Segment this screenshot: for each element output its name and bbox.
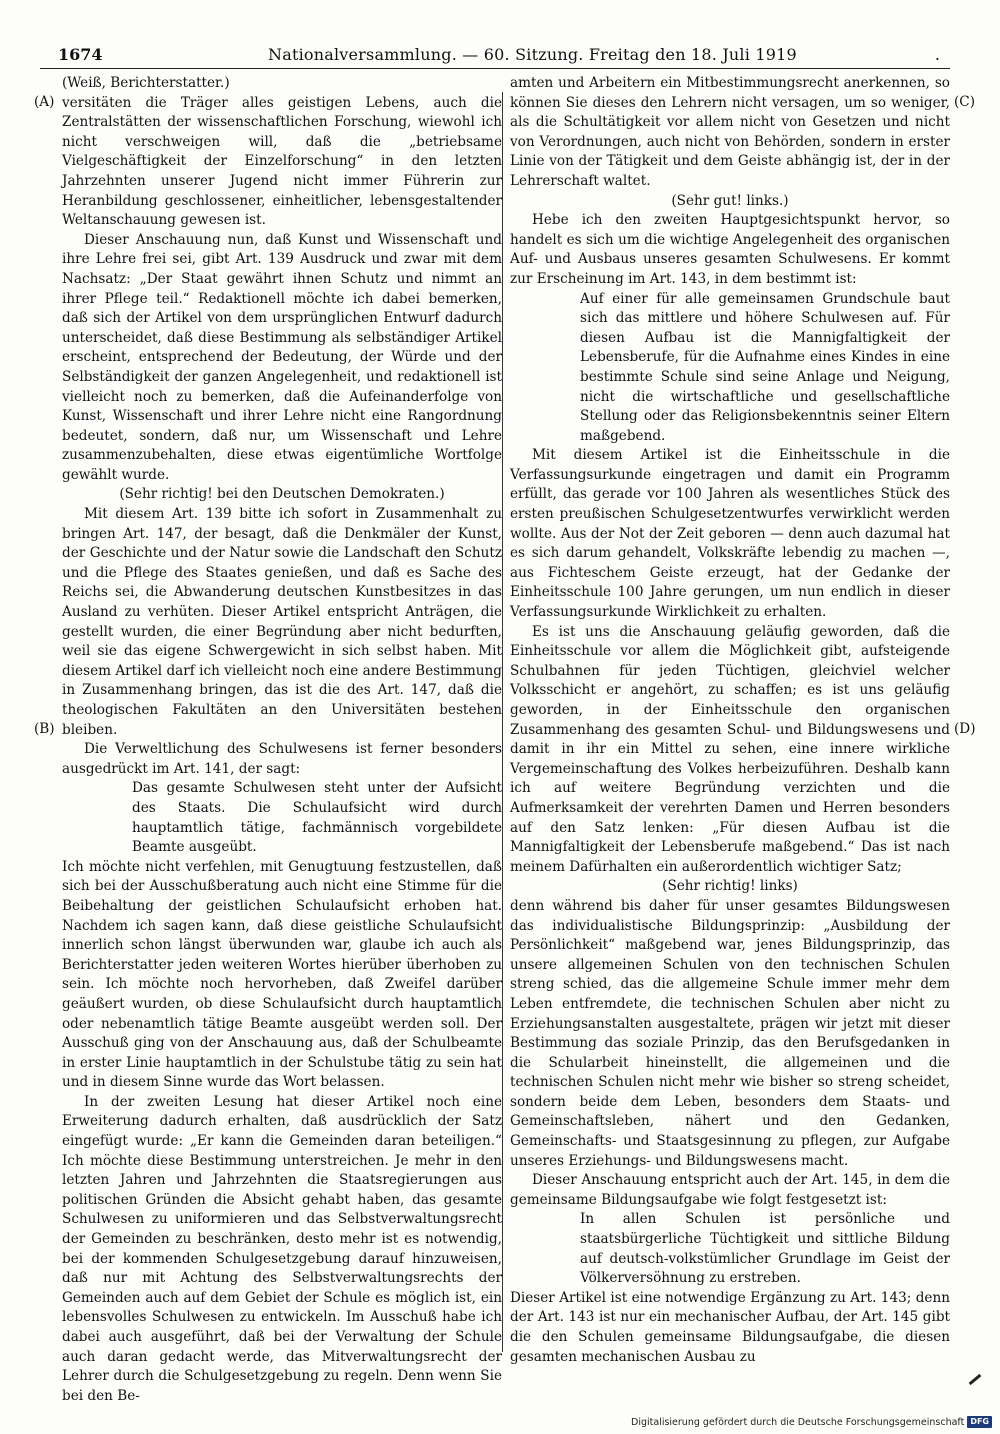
paragraph: Dieser Anschauung entspricht auch der Art. 145, in dem die gemeinsame Bildungsaufgabe wie folgt festgesetzt ist:	[510, 1172, 950, 1208]
left-column	[62, 74, 502, 1406]
pencil-mark	[969, 1374, 982, 1385]
paragraph: denn während bis daher für unser gesamtes Bildungswesen das individualistische Bildungsprinzip: „Ausbildung der Persönlichkeit“ maßgebend war, jenes Bildungsprinzip, das unsere allgemeinen Schulen von den technischen Schulen streng schied, das die allgemeine Schule immer mehr dem Leben entfremdete, die technischen Schulen aber nicht zu Erziehungsanstalten ausgestaltete, prägen wir jetzt mit dieser Bestimmung das soziale Prinzip, das den Berufsgedanken in die Schularbeit hineinstellt, die allgemeinen und die technischen Schulen nicht mehr wie bisher so streng scheidet, sondern beide dem Leben, besonders dem Staats- und Gemeinschaftsleben, nähert und den Gedanken, Gemeinschafts- und Staatsgesinnung zu pflegen, zur Aufgabe unseres Erziehungs- und Bildungswesens macht.	[510, 897, 950, 1169]
interjection: (Sehr richtig! links)	[662, 878, 798, 895]
page-header	[40, 44, 950, 69]
paragraph: amten und Arbeitern ein Mitbestimmungsrecht anerkennen, so können Sie dieses den Lehrern nicht versagen, um so weniger, als die Schultätigkeit vor allem nicht von Gesetzen und nicht von Verordnungen, auch nicht von Behörden, sondern in erster Linie von der Tätigkeit und dem Geiste abhängig ist, der in der Lehrerschaft waltet.	[510, 75, 950, 189]
paragraph: Es ist uns die Anschauung geläufig geworden, daß die Einheitsschule vor allem die Möglichkeit gibt, aufsteigende Schulbahnen für jeden Tüchtigen, gleichviel welcher Volksschicht er angehört, zu schaffen; es ist uns geläufig geworden, in der Einheitsschule den organischen Zusammenhang des gesamten Schul- und Bildungswesens und damit in ihr ein Mittel zu sehen, eine innere wirkliche Vergemeinschaftung des Volkes herbeizuführen. Deshalb kann ich auf weitere Begründung verzichten und die Aufmerksamkeit der verehrten Damen und Herren besonders auf den Satz lenken: „Für diesen Aufbau ist die Mannigfaltigkeit der Lebensberufe maßgebend.“ Das ist nach meinem Dafürhalten ein außerordentlich wichtiger Satz;	[510, 623, 950, 875]
paragraph: versitäten die Träger alles geistigen Lebens, auch die Zentralstätten der wissenschaftlichen Forschung, wiewohl ich nicht verschweigen will, daß die „betriebsame Vielgeschäftigkeit der Einzelforschung“ in den letzten Jahrzehnten unserer Jugend nicht immer Führerin zur Heranbildung geschlossener, einheitlicher, lebensgestaltender Weltanschauung gewesen ist.	[62, 94, 502, 229]
page-number: 1674	[58, 45, 103, 64]
paragraph: Mit diesem Artikel ist die Einheitsschule in die Verfassungsurkunde eingetragen und damit ein Programm erfüllt, das gerade vor 100 Jahren als wesentliches Stück des ersten preußischen Schulgesetzentwurfes verwirklicht werden wollte. Aus der Not der Zeit geboren — denn auch dazumal hat es sich darum gehandelt, Volkskräfte lebendig zu machen —, aus Fichteschem Geiste erzeugt, hat der Gedanke der Einheitsschule 100 Jahre gerungen, um nun endlich in dieser Verfassungsurkunde Wirklichkeit zu erhalten.	[510, 447, 950, 621]
margin-marker-c: (C)	[954, 94, 976, 110]
footer-credit: Digitalisierung gefördert durch die Deutsche Forschungsgemeinschaft	[631, 1416, 965, 1428]
footer	[631, 1416, 992, 1428]
article-quote: Das gesamte Schulwesen steht unter der Aufsicht des Staats. Die Schulaufsicht wird durch hauptamtlich tätige, fachmännisch vorgebildete Beamte ausgeübt.	[132, 780, 502, 856]
paragraph: Mit diesem Art. 139 bitte ich sofort in Zusammenhalt zu bringen Art. 147, der besagt, daß die Denkmäler der Kunst, der Geschichte und der Natur sowie die Landschaft den Schutz und die Pflege des Staates genießen, und daß es Sache des Reichs sei, die Abwanderung deutschen Kunstbesitzes in das Ausland zu verhüten. Dieser Artikel entspricht Anträgen, die gestellt wurden, die einer Begründung aber nicht bedurften, weil sie das eigene Schwergewicht in sich selbst haben. Mit diesem Artikel darf ich vielleicht noch eine andere Bestimmung in Zusammenhang bringen, das ist die des Art. 147, daß die theologischen Fakultäten an den Universitäten bestehen bleiben.	[62, 506, 502, 738]
interjection: (Sehr gut! links.)	[671, 192, 789, 209]
running-title: Nationalversammlung. — 60. Sitzung. Freitag den 18. Juli 1919	[268, 45, 797, 64]
paragraph: Ich möchte nicht verfehlen, mit Genugtuung festzustellen, daß sich bei der Ausschußberatung auch nicht eine Stimme für die Beibehaltung der geistlichen Schulaufsicht erhoben hat. Nachdem ich sagen kann, daß diese geistliche Schulaufsicht innerlich schon längst überwunden war, glaube ich auch als Berichterstatter jeden weiteren Wortes hierüber überhoben zu sein. Ich möchte noch hervorheben, daß Zweifel darüber geäußert wurden, ob diese Schulaufsicht durch hauptamtlich oder nebenamtlich tätige Beamte ausgeübt werden soll. Der Ausschuß ging von der Anschauung aus, daß der Schulbeamte in erster Linie hauptamtlich in der Schulstube tätig zu sein hat und in diesem Sinne wurde das Wort belassen.	[62, 858, 502, 1091]
header-dot: .	[934, 45, 940, 64]
paragraph: Hebe ich den zweiten Hauptgesichtspunkt hervor, so handelt es sich um die wichtige Angelegenheit des organischen Auf- und Ausbaus unseres gesamten Schulwesens. Er kommt zur Erscheinung im Art. 143, in dem bestimmt ist:	[510, 212, 950, 287]
column-divider	[502, 92, 503, 1352]
interjection: (Sehr richtig! bei den Deutschen Demokraten.)	[119, 486, 445, 503]
paragraph: Dieser Anschauung nun, daß Kunst und Wissenschaft und ihre Lehre frei sei, gibt Art. 139 Ausdruck und zwar mit dem Nachsatz: „Der Staat gewährt ihnen Schutz und nimmt an ihrer Pflege teil.“ Redaktionell möchte ich dabei bemerken, daß sich der Artikel von dem ursprünglichen Entwurf dadurch unterscheidet, daß diese Bestimmung als selbständiger Artikel erscheint, entsprechend der Bedeutung, der Würde und der Selbständigkeit der ganzen Angelegenheit, und redaktionell ist vielleicht noch zu bemerken, daß die Aufeinanderfolge von Kunst, Wissenschaft und ihrer Lehre nicht eine Rangordnung bedeutet, sondern, daß nur, um Wissenschaft und Lehre zusammenzubehalten, diese etwas eigentümliche Wortfolge gewählt wurde.	[62, 231, 502, 483]
paragraph: Die Verweltlichung des Schulwesens ist ferner besonders ausgedrückt im Art. 141, der sagt:	[62, 741, 502, 777]
article-quote: In allen Schulen ist persönliche und staatsbürgerliche Tüchtigkeit und sittliche Bildung auf deutsch-volkstümlicher Grundlage im Geist der Völkerversöhnung zu erstreben.	[580, 1211, 950, 1287]
speaker-note: (Weiß, Berichterstatter.)	[62, 75, 230, 91]
paragraph: Dieser Artikel ist eine notwendige Ergänzung zu Art. 143; denn der Art. 143 ist nur ein mechanischer Aufbau, der Art. 145 gibt die den Schulen gemeinsame Bildungsaufgabe, die diesen gesamten mechanischen Ausbau zu	[510, 1289, 950, 1365]
margin-marker-d: (D)	[954, 721, 976, 737]
right-column	[510, 74, 950, 1367]
article-quote: Auf einer für alle gemeinsamen Grundschule baut sich das mittlere und höhere Schulwesen auf. Für diesen Aufbau ist die Mannigfaltigkeit der Lebensberufe, für die Aufnahme eines Kindes in eine bestimmte Schule sind seine Anlage und Neigung, nicht die wirtschaftliche und gesellschaftliche Stellung oder das Religionsbekenntnis seiner Eltern maßgebend.	[580, 290, 950, 444]
margin-marker-a: (A)	[34, 94, 55, 110]
dfg-logo-icon: DFG	[967, 1416, 992, 1428]
paragraph: In der zweiten Lesung hat dieser Artikel noch eine Erweiterung dadurch erhalten, daß ausdrücklich der Satz eingefügt wurde: „Er kann die Gemeinden daran beteiligen.“ Ich möchte diese Bestimmung unterstreichen. Je mehr in den letzten Jahren und Jahrzehnten die Staatsregierungen aus politischen Gründen die Absicht gehabt haben, das gesamte Schulwesen zu uniformieren und das Selbstverwaltungsrecht der Gemeinden zu beschränken, desto mehr ist es notwendig, bei der kommenden Schulgesetzgebung darauf hinzuweisen, daß nur mit Achtung des Selbstverwaltungsrechts der Gemeinden auch auf dem Gebiet der Schule es möglich ist, ein lebensvolles Schulwesen zu entwickeln. Im Ausschuß habe ich dabei auch ausgeführt, daß bei der Verwaltung der Schule auch daran gedacht werde, das Mitverwaltungsrecht der Lehrer durch die Schulgesetzgebung zu regeln. Denn wenn Sie bei den Be-	[62, 1093, 502, 1404]
margin-marker-b: (B)	[34, 721, 55, 737]
